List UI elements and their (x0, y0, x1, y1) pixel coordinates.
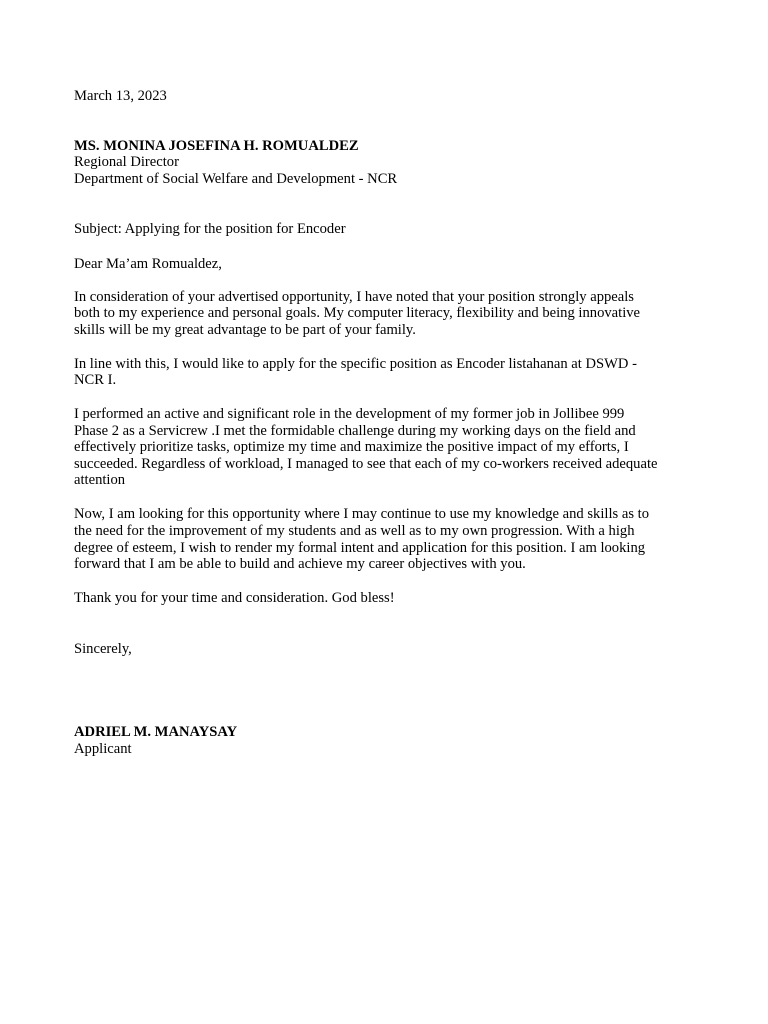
signature-title: Applicant (74, 741, 132, 757)
paragraph-3-line-4: succeeded. Regardless of workload, I managed to see that each of my co-workers received adequate (74, 456, 658, 472)
paragraph-1-line-2: both to my experience and personal goals. My computer literacy, flexibility and being innovative (74, 305, 641, 321)
paragraph-1-line-1: In consideration of your advertised opportunity, I have noted that your position strongly appeals (74, 289, 634, 305)
paragraph-1-line-3: skills will be my great advantage to be part of your family. (74, 322, 416, 338)
recipient-name: MS. MONINA JOSEFINA H. ROMUALDEZ (74, 138, 359, 154)
paragraph-4-line-2: the need for the improvement of my students and as well as to my own progression. With a high (74, 523, 635, 539)
paragraph-3-line-1: I performed an active and significant role in the development of my former job in Jollibee 999 (74, 406, 625, 422)
letter-salutation: Dear Ma’am Romualdez, (74, 256, 222, 272)
recipient-title: Regional Director (74, 154, 179, 170)
paragraph-4-line-4: forward that I am be able to build and achieve my career objectives with you. (74, 556, 526, 572)
paragraph-2-line-1: In line with this, I would like to apply for the specific position as Encoder listahanan at DSWD - (74, 356, 637, 372)
paragraph-3-line-3: effectively prioritize tasks, optimize my time and maximize the positive impact of my efforts, I (74, 439, 629, 455)
recipient-organization: Department of Social Welfare and Development - NCR (74, 171, 398, 187)
signature-name: ADRIEL M. MANAYSAY (74, 724, 238, 740)
letter-subject: Subject: Applying for the position for Encoder (74, 221, 346, 237)
paragraph-4-line-3: degree of esteem, I wish to render my formal intent and application for this position. I am looking (74, 540, 646, 556)
paragraph-3-line-5: attention (74, 472, 126, 488)
paragraph-2-line-2: NCR I. (74, 372, 117, 388)
letter-closing: Sincerely, (74, 641, 132, 657)
paragraph-3-line-2: Phase 2 as a Servicrew .I met the formidable challenge during my working days on the field and (74, 423, 636, 439)
letter-date: March 13, 2023 (74, 88, 167, 104)
paragraph-5-line-1: Thank you for your time and consideration. God bless! (74, 590, 395, 606)
paragraph-4-line-1: Now, I am looking for this opportunity where I may continue to use my knowledge and skills as to (74, 506, 650, 522)
